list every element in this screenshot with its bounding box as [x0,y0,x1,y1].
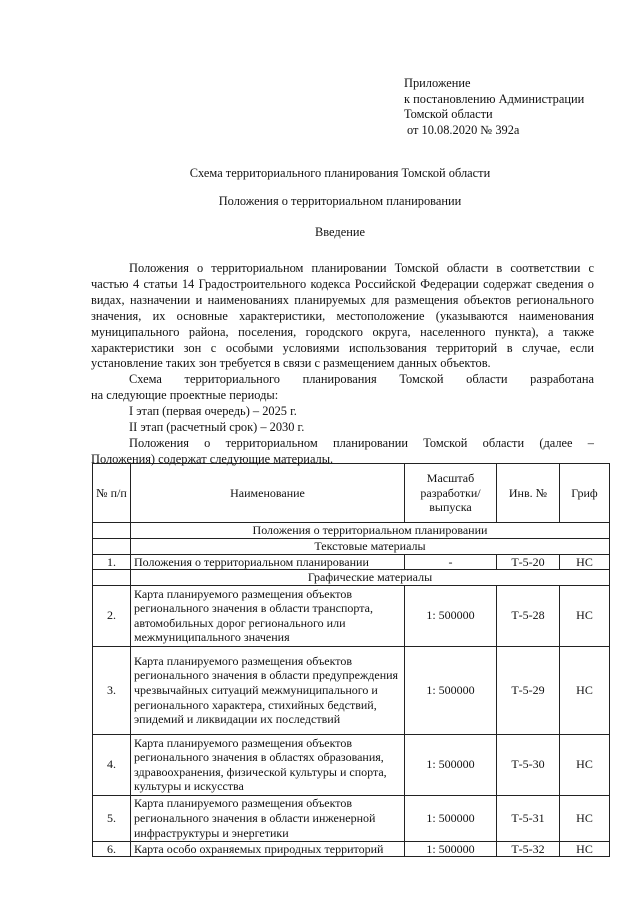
table-row [93,646,610,734]
row-num: 4. [93,734,131,795]
section-row [93,523,610,539]
row-grif: НС [560,795,610,841]
row-grif: НС [560,585,610,646]
annex-line: Томской области [404,107,493,122]
paragraph-3-line-1: Положения о территориальном планировании Томской области (далее – [129,435,594,450]
annex-line: к постановлению Администрации [404,91,585,106]
group-graphic-materials: Графические материалы [131,570,610,586]
annex-block [404,76,584,138]
row-inv: Т-5-30 [497,734,560,795]
header-scale: Масштаб разработки/ выпуска [405,464,497,523]
body-text [91,261,594,468]
group-text-materials: Текстовые материалы [131,539,610,555]
document-title: Схема территориального планирования Томской области [189,166,491,180]
row-scale: 1: 500000 [405,585,497,646]
row-num: 2. [93,585,131,646]
row-name: Карта планируемого размещения объектов регионального значения в области инженерной инфраструктуры и энергетики [131,795,405,841]
group-row [93,539,610,555]
row-name: Карта особо охраняемых природных территорий [131,841,405,857]
row-num: 3. [93,646,131,734]
header-inv: Инв. № [497,464,560,523]
row-name: Карта планируемого размещения объектов регионального значения в областях образования, здравоохранения, физической культуры и спорта, культуры и искусства [131,734,405,795]
header-name: Наименование [131,464,405,523]
row-scale: 1: 500000 [405,841,497,857]
row-scale: 1: 500000 [405,795,497,841]
paragraph-2-line-1: Схема территориального планирования Томской области разработана [129,372,594,387]
row-inv: Т-5-20 [497,554,560,570]
table-row [93,795,610,841]
row-scale: 1: 500000 [405,734,497,795]
header-grif: Гриф [560,464,610,523]
header-num: № п/п [93,464,131,523]
annex-line: Приложение [404,76,471,90]
row-inv: Т-5-28 [497,585,560,646]
row-inv: Т-5-32 [497,841,560,857]
row-grif: НС [560,554,610,570]
row-scale: - [405,554,497,570]
row-scale: 1: 500000 [405,646,497,734]
row-grif: НС [560,646,610,734]
materials-table [92,463,610,857]
row-name: Положения о территориальном планировании [131,554,405,570]
section-title: Положения о территориальном планировании [131,523,610,539]
row-num: 1. [93,554,131,570]
row-num: 6. [93,841,131,857]
document-subtitle: Положения о территориальном планировании [218,194,462,208]
paragraph-2-line-2: на следующие проектные периоды: [91,388,279,403]
row-name: Карта планируемого размещения объектов регионального значения в области предупреждения чрезвычайных ситуаций межмуниципального и регионального характера, стихийных бедствий, эпидемий и ликвидации их последствий [131,646,405,734]
table-row [93,585,610,646]
row-inv: Т-5-31 [497,795,560,841]
table-row [93,841,610,857]
row-grif: НС [560,734,610,795]
intro-heading: Введение [315,225,365,239]
group-row [93,570,610,586]
table-header-row [93,464,610,523]
period-2: II этап (расчетный срок) – 2030 г. [129,420,305,435]
paragraph-3-line-2: Положения) содержат следующие материалы. [91,451,334,466]
row-grif: НС [560,841,610,857]
row-name: Карта планируемого размещения объектов регионального значения в области транспорта, автомобильных дорог регионального или межмуниципального значения [131,585,405,646]
table-row [93,554,610,570]
annex-line: от 10.08.2020 № 392а [407,122,520,137]
period-1: I этап (первая очередь) – 2025 г. [129,404,297,419]
paragraph-1: Положения о территориальном планировании Томской области в соответствии с частью 4 статьи 14 Градостроительного кодекса Российской Федерации содержат сведения о видах, назначении и наименованиях планируемых для размещения объектов регионального значения, их основные характеристики, местоположение (указываются наименования муниципального района, поселения, городского округа, населенного пункта), а также характеристики зон с особыми условиями использования территорий в случае, если установление таких зон требуется в связи с размещением данных объектов. [91,261,594,371]
table-row [93,734,610,795]
row-num: 5. [93,795,131,841]
row-inv: Т-5-29 [497,646,560,734]
